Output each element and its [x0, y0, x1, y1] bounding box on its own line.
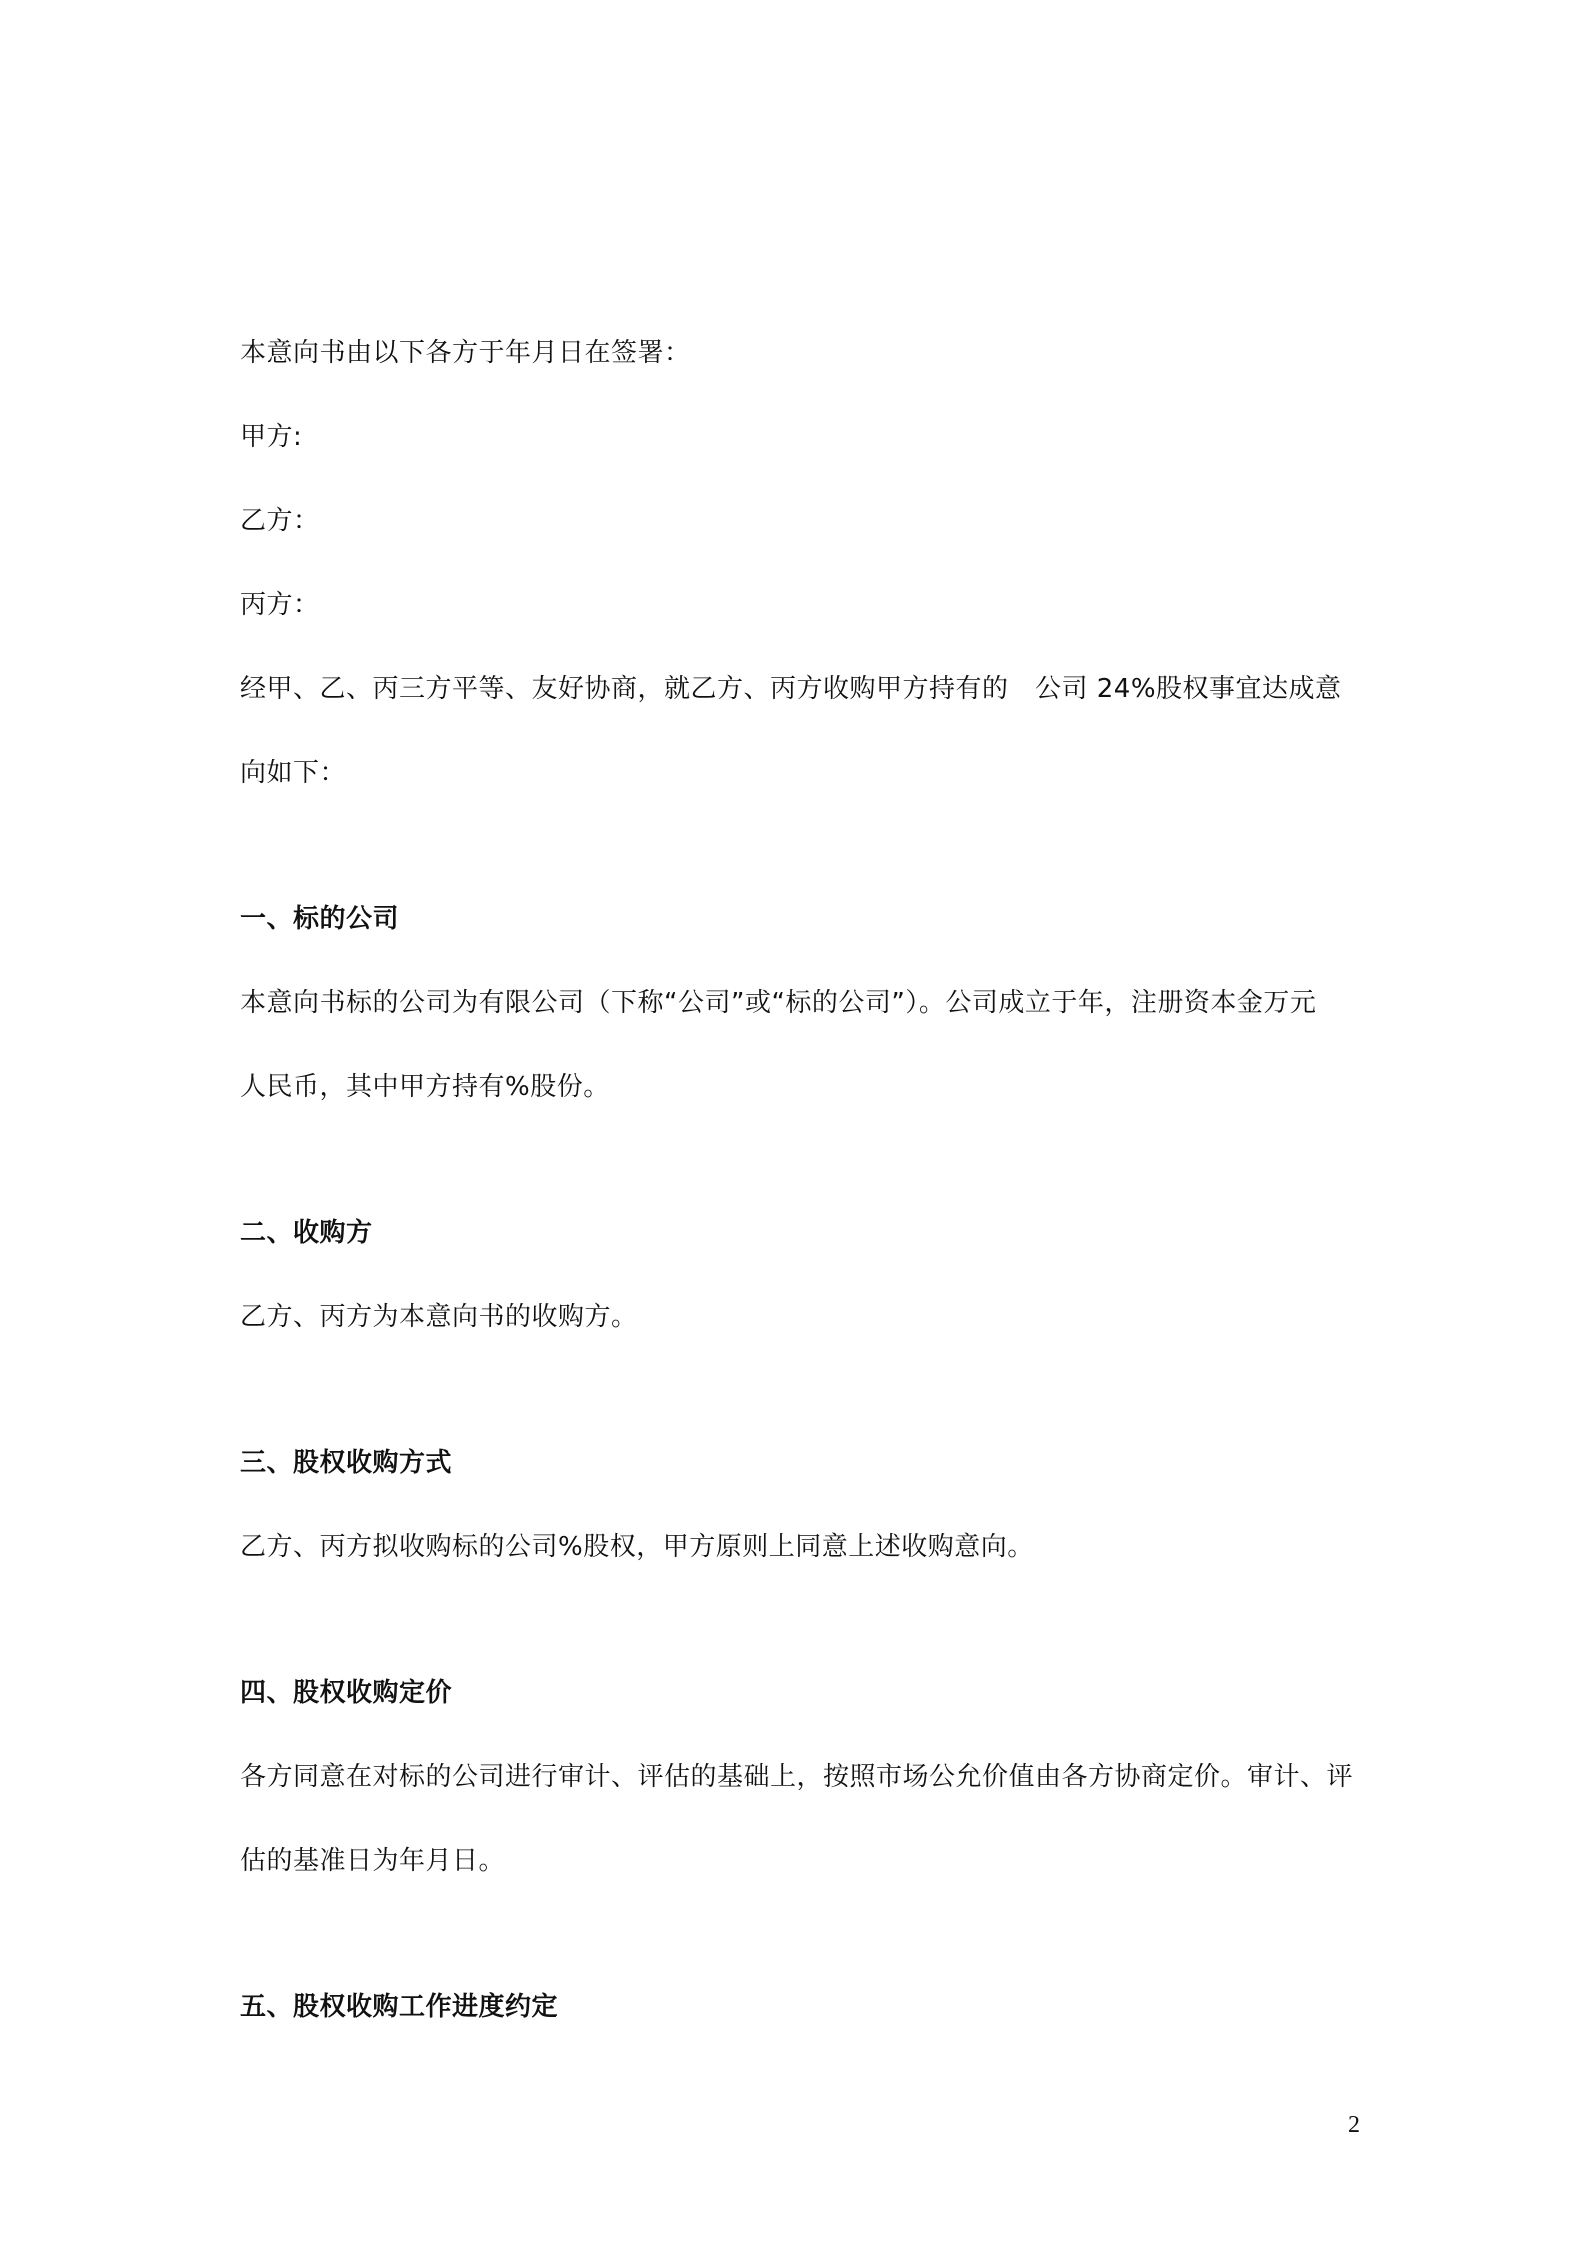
section-5-heading: 五、股权收购工作进度约定 [240, 1992, 559, 2022]
section-2-heading: 二、收购方 [240, 1218, 373, 1248]
preamble-line-2: 向如下： [240, 758, 347, 788]
section-4-heading: 四、股权收购定价 [240, 1678, 453, 1708]
section-4-line-2: 估的基准日为年月日。 [240, 1846, 506, 1876]
page-number: 2 [1348, 2112, 1360, 2138]
section-2-line-1: 乙方、丙方为本意向书的收购方。 [240, 1302, 638, 1332]
section-1-line-2: 人民币，其中甲方持有%股份。 [240, 1072, 610, 1102]
section-3-heading: 三、股权收购方式 [240, 1448, 453, 1478]
section-1-heading: 一、标的公司 [240, 904, 400, 934]
party-b-label: 乙方： [240, 506, 320, 536]
intro-text: 本意向书由以下各方于年月日在签署： [240, 338, 691, 368]
section-4-line-1: 各方同意在对标的公司进行审计、评估的基础上，按照市场公允价值由各方协商定价。审计、评 [240, 1762, 1354, 1792]
section-1-line-1: 本意向书标的公司为有限公司（下称“公司”或“标的公司”）。公司成立于年，注册资本金万元 [240, 988, 1317, 1018]
party-c-label: 丙方： [240, 590, 320, 620]
party-a-label: 甲方: [240, 422, 303, 452]
preamble-line-1: 经甲、乙、丙三方平等、友好协商，就乙方、丙方收购甲方持有的 公司 24%股权事宜达成意 [240, 674, 1342, 704]
section-3-line-1: 乙方、丙方拟收购标的公司%股权，甲方原则上同意上述收购意向。 [240, 1532, 1034, 1562]
